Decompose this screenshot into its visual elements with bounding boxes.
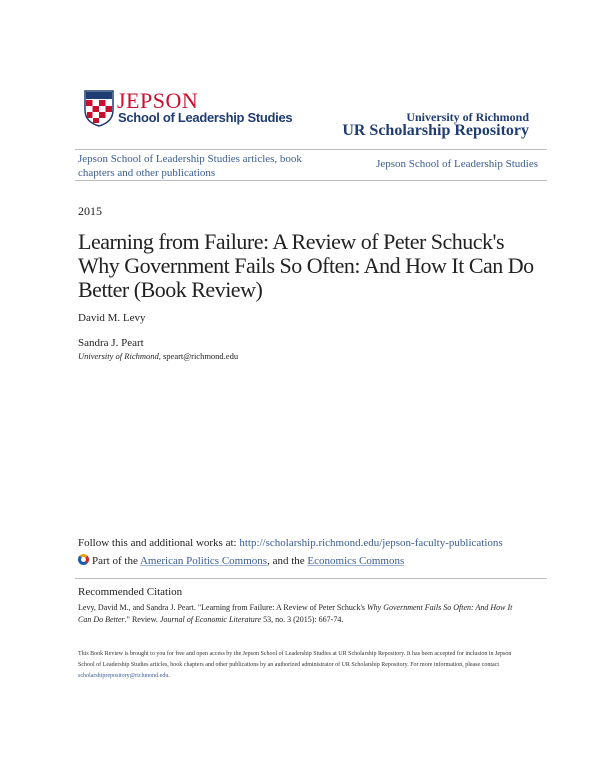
affiliation-institution: University of Richmond xyxy=(78,351,159,361)
divider xyxy=(75,180,547,181)
logo-subtitle: School of Leadership Studies xyxy=(118,110,293,125)
american-politics-commons-link[interactable]: American Politics Commons xyxy=(139,555,268,567)
citation-part: Levy, David M., and Sandra J. Peart. "Learning from Failure: A Review of Peter Schuck's xyxy=(78,603,368,612)
contact-email-link[interactable]: scholarshiprepository@richmond.edu xyxy=(78,673,169,679)
author-2-affiliation xyxy=(78,351,238,361)
citation-book-title: Why Government Fails So Often: And How It Can Do Better xyxy=(78,603,513,624)
author-1: David M. Levy xyxy=(78,312,146,324)
and-the-text: , and the xyxy=(267,555,308,567)
school-link[interactable]: Jepson School of Leadership Studies xyxy=(376,158,538,170)
follow-line xyxy=(78,537,503,549)
divider xyxy=(75,149,547,150)
follow-url-link[interactable]: http://scholarship.richmond.edu/jepson-faculty-publications xyxy=(239,537,503,549)
part-of-line xyxy=(78,554,404,567)
repository-name: UR Scholarship Repository xyxy=(342,122,529,139)
citation-heading: Recommended Citation xyxy=(78,586,183,598)
university-name: University of Richmond xyxy=(406,110,529,124)
year: 2015 xyxy=(78,204,102,218)
logo-wordmark: JEPSON xyxy=(117,88,199,113)
follow-label: Follow this and additional works at: xyxy=(78,537,240,549)
affiliation-email: , speart@richmond.edu xyxy=(158,351,239,361)
citation-journal: Journal of Economic Literature xyxy=(159,615,262,624)
footer-end: . xyxy=(168,673,170,679)
commons-icon xyxy=(78,554,89,565)
citation-text xyxy=(78,602,518,626)
citation-part: ." Review. xyxy=(124,615,160,624)
footer-notice xyxy=(78,649,518,682)
collection-link[interactable]: Jepson School of Leadership Studies articles, book chapters and other publications xyxy=(78,153,302,179)
citation-part: 53, no. 3 (2015): 667-74. xyxy=(261,615,344,624)
author-2: Sandra J. Peart xyxy=(78,337,144,349)
divider xyxy=(75,578,547,579)
part-of-label: Part of the xyxy=(92,555,140,567)
article-title: Learning from Failure: A Review of Peter Schuck's Why Government Fails So Often: And How It Can Do Better (Book Review) xyxy=(78,229,534,302)
economics-commons-link[interactable]: Economics Commons xyxy=(307,555,405,567)
jepson-shield-logo xyxy=(84,90,114,127)
footer-text: This Book Review is brought to you for free and open access by the Jepson School of Leadership Studies at UR Scholarship Repository. It has been accepted for inclusion in Jepson School of Leadership Studies articles, book chapters and other publications by an authorized administrator of UR Scholarship Repository. For more information, please contact xyxy=(78,651,512,668)
